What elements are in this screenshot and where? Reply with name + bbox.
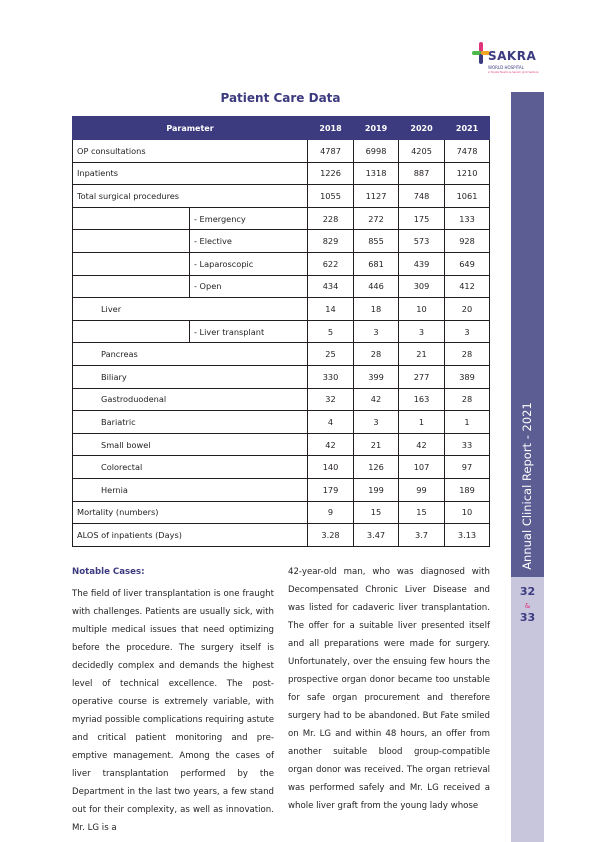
cell-value: 21	[399, 343, 445, 366]
row-label: Hernia	[73, 478, 308, 501]
cell-value: 330	[308, 365, 354, 388]
cell-value: 3.47	[354, 524, 399, 547]
cell-value: 748	[399, 185, 445, 208]
cell-value: 309	[399, 275, 445, 298]
cell-value: 42	[399, 433, 445, 456]
cell-value: 681	[354, 252, 399, 275]
cell-value: 4205	[399, 140, 445, 163]
blank-cell	[73, 230, 190, 253]
cell-value: 389	[445, 365, 490, 388]
page-title: Patient Care Data	[220, 91, 341, 105]
table-row	[73, 320, 490, 343]
row-label: - Open	[190, 275, 308, 298]
cell-value: 140	[308, 456, 354, 479]
table-row	[73, 275, 490, 298]
body-text-right: 42-year-old man, who was diagnosed with Decompensated Chronic Liver Disease and was listed for cadaveric liver transplantation. The offer for a suitable liver presented itself and all preparations were made for surgery. Unfortunately, over the ensuing few hours the prospective organ donor became too unstable for safe organ procurement and therefore surgery had to be abandoned. But Fate smiled on Mr. LG and within 48 hours, an offer from another suitable blood group-compatible organ donor was received. The organ retrieval was performed safely and Mr. LG received a whole liver graft from the young lady whose	[288, 567, 490, 811]
cell-value: 7478	[445, 140, 490, 163]
cell-value: 10	[445, 501, 490, 524]
row-label: Bariatric	[73, 411, 308, 434]
row-label: - Liver transplant	[190, 320, 308, 343]
cell-value: 3	[354, 411, 399, 434]
notable-cases-heading: Notable Cases:	[72, 567, 145, 577]
row-label: Total surgical procedures	[73, 185, 308, 208]
cell-value: 163	[399, 388, 445, 411]
cell-value: 277	[399, 365, 445, 388]
cell-value: 1210	[445, 162, 490, 185]
cell-value: 15	[354, 501, 399, 524]
cell-value: 9	[308, 501, 354, 524]
cell-value: 179	[308, 478, 354, 501]
cell-value: 649	[445, 252, 490, 275]
header-year: 2018	[308, 117, 354, 140]
header-year: 2019	[354, 117, 399, 140]
cell-value: 4	[308, 411, 354, 434]
cell-value: 99	[399, 478, 445, 501]
cell-value: 10	[399, 298, 445, 321]
row-label: Colorectal	[73, 456, 308, 479]
cell-value: 1	[399, 411, 445, 434]
report-title-vertical: Annual Clinical Report - 2021	[520, 402, 534, 570]
cell-value: 175	[399, 207, 445, 230]
page-number-left: 32	[519, 585, 536, 598]
page-number-separator: &	[524, 602, 531, 610]
cell-value: 829	[308, 230, 354, 253]
cell-value: 3.13	[445, 524, 490, 547]
text-column-right	[288, 563, 490, 815]
cell-value: 42	[354, 388, 399, 411]
cell-value: 1318	[354, 162, 399, 185]
row-label: - Laparoscopic	[190, 252, 308, 275]
cell-value: 1226	[308, 162, 354, 185]
cell-value: 855	[354, 230, 399, 253]
table-row	[73, 343, 490, 366]
logo-tagline: A Toyota Tsusho & Secom Joint Venture	[488, 71, 539, 74]
cell-value: 28	[445, 343, 490, 366]
blank-cell	[73, 207, 190, 230]
cell-value: 25	[308, 343, 354, 366]
cell-value: 439	[399, 252, 445, 275]
table-row	[73, 524, 490, 547]
table-row	[73, 230, 490, 253]
row-label: OP consultations	[73, 140, 308, 163]
table-row	[73, 501, 490, 524]
cell-value: 3.7	[399, 524, 445, 547]
row-label: Gastroduodenal	[73, 388, 308, 411]
cell-value: 446	[354, 275, 399, 298]
cell-value: 3	[399, 320, 445, 343]
cell-value: 228	[308, 207, 354, 230]
table-row	[73, 456, 490, 479]
table-row	[73, 411, 490, 434]
cell-value: 399	[354, 365, 399, 388]
table-row	[73, 185, 490, 208]
cell-value: 18	[354, 298, 399, 321]
blank-cell	[73, 320, 190, 343]
cell-value: 1	[445, 411, 490, 434]
cell-value: 887	[399, 162, 445, 185]
cell-value: 33	[445, 433, 490, 456]
text-column-left	[72, 563, 274, 837]
cell-value: 28	[445, 388, 490, 411]
cell-value: 21	[354, 433, 399, 456]
cell-value: 928	[445, 230, 490, 253]
table-row	[73, 298, 490, 321]
cell-value: 133	[445, 207, 490, 230]
table-header-row	[73, 117, 490, 140]
table-row	[73, 365, 490, 388]
logo-name: SAKRA	[488, 49, 537, 63]
table-row	[73, 388, 490, 411]
cell-value: 5	[308, 320, 354, 343]
table-row	[73, 140, 490, 163]
row-label: Pancreas	[73, 343, 308, 366]
cell-value: 1061	[445, 185, 490, 208]
cell-value: 412	[445, 275, 490, 298]
cell-value: 20	[445, 298, 490, 321]
cell-value: 1127	[354, 185, 399, 208]
cell-value: 4787	[308, 140, 354, 163]
cell-value: 32	[308, 388, 354, 411]
cell-value: 1055	[308, 185, 354, 208]
row-label: - Elective	[190, 230, 308, 253]
cell-value: 434	[308, 275, 354, 298]
logo-subtitle: WORLD HOSPITAL	[488, 65, 524, 70]
header-parameter: Parameter	[73, 117, 308, 140]
cell-value: 42	[308, 433, 354, 456]
cell-value: 107	[399, 456, 445, 479]
cell-value: 97	[445, 456, 490, 479]
page-number-right: 33	[519, 611, 536, 624]
blank-cell	[73, 252, 190, 275]
patient-care-table	[72, 116, 490, 547]
cell-value: 272	[354, 207, 399, 230]
blank-cell	[73, 275, 190, 298]
table-row	[73, 162, 490, 185]
header-year: 2021	[445, 117, 490, 140]
cell-value: 15	[399, 501, 445, 524]
cell-value: 189	[445, 478, 490, 501]
table-row	[73, 252, 490, 275]
cell-value: 573	[399, 230, 445, 253]
cell-value: 199	[354, 478, 399, 501]
body-text-left: The field of liver transplantation is one fraught with challenges. Patients are usually sick, with multiple medical issues that need optimizing before the procedure. The surgery itself is decidedly complex and demands the highest level of technical excellence. The post-operative course is extremely variable, with myriad possible complications requiring astute and critical patient monitoring and pre-emptive management. Among the cases of liver transplantation performed by the Department in the last two years, a few stand out for their complexity, as well as innovation. Mr. LG is a	[72, 589, 274, 833]
row-label: Inpatients	[73, 162, 308, 185]
row-label: Biliary	[73, 365, 308, 388]
table-row	[73, 478, 490, 501]
table-row	[73, 433, 490, 456]
row-label: Liver	[73, 298, 308, 321]
row-label: ALOS of inpatients (Days)	[73, 524, 308, 547]
cell-value: 28	[354, 343, 399, 366]
cell-value: 6998	[354, 140, 399, 163]
cell-value: 3	[445, 320, 490, 343]
header-year: 2020	[399, 117, 445, 140]
cell-value: 126	[354, 456, 399, 479]
cell-value: 3.28	[308, 524, 354, 547]
table-row	[73, 207, 490, 230]
cell-value: 14	[308, 298, 354, 321]
cell-value: 3	[354, 320, 399, 343]
sakra-logo	[470, 40, 542, 90]
row-label: Mortality (numbers)	[73, 501, 308, 524]
row-label: - Emergency	[190, 207, 308, 230]
row-label: Small bowel	[73, 433, 308, 456]
cell-value: 622	[308, 252, 354, 275]
